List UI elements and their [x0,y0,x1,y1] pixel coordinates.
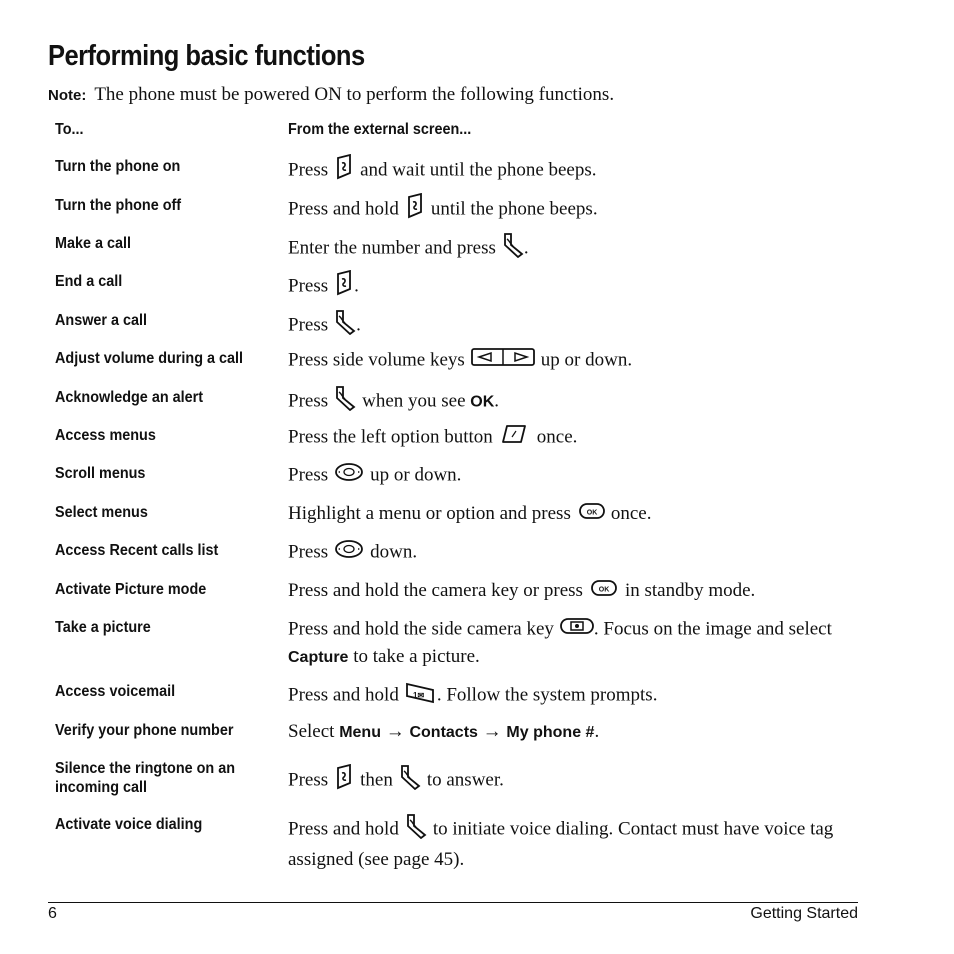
note-text: The phone must be powered ON to perform the following functions. [94,84,615,105]
row-action: Press and hold the camera key or press OK in standby mode. [288,578,863,605]
row-action: Press up or down. [288,462,863,490]
row-action: Press the left option button once. [288,424,863,452]
footer-divider [48,902,858,903]
end-key-icon [334,764,354,798]
row-action: Press . [288,270,863,304]
row-label: Activate voice dialing [55,816,203,833]
navigation-key-icon [334,462,364,490]
page-title: Performing basic functions [48,40,365,72]
row-label: Take a picture [55,619,151,636]
row-label: Verify your phone number [55,722,234,739]
voicemail-key-icon [405,680,437,712]
row-label: Access Recent calls list [55,542,219,559]
row-label: End a call [55,273,123,290]
row-label: Access menus [55,427,156,444]
column-header-to: To... [55,121,84,138]
row-label: Select menus [55,504,148,521]
row-label: Turn the phone on [55,158,181,175]
svg-text:OK: OK [598,586,610,594]
row-label: Silence the ringtone on an incoming call [55,760,236,796]
row-action: Press and hold 1✉ . Follow the system prompts. [288,680,863,712]
ok-key-icon [579,502,605,528]
ok-key-icon [591,579,617,605]
end-key-icon [334,154,354,188]
volume-keys-icon [471,347,535,375]
navigation-key-icon [334,539,364,567]
row-action: Press then to answer. [288,764,863,798]
end-key-icon [334,270,354,304]
row-action: Press and wait until the phone beeps. [288,154,863,188]
row-label: Acknowledge an alert [55,389,204,406]
row-label: Turn the phone off [55,197,182,214]
row-action: Press and hold to initiate voice dialing. Contact must have voice tag assigned (see page 45). [288,813,863,873]
row-action: Press side volume keys up or down. [288,347,863,375]
row-label: Scroll menus [55,465,146,482]
send-key-icon [405,813,427,847]
svg-text:OK: OK [586,509,598,517]
column-header-from: From the external screen... [288,121,472,138]
row-action: Press when you see OK. [288,385,863,419]
note [48,84,614,106]
row-label: Make a call [55,235,132,252]
page-number: 6 [48,905,57,922]
send-key-icon [334,385,356,419]
row-action: Select Menu → Contacts → My phone #. [288,721,600,742]
row-action: Press down. [288,539,863,567]
row-label: Adjust volume during a call [55,350,244,367]
row-action: Press and hold the side camera key . Focus on the image and select Capture to take a picture. [288,616,863,671]
camera-key-icon [560,616,594,644]
note-label: Note: [48,87,87,104]
send-key-icon [399,764,421,798]
row-action: Highlight a menu or option and press OK once. [288,501,863,528]
row-label: Answer a call [55,312,148,329]
send-key-icon [502,232,524,266]
section-name: Getting Started [750,905,858,922]
row-label: Access voicemail [55,683,176,700]
send-key-icon [334,309,356,343]
end-key-icon [405,193,425,227]
row-action: Press and hold until the phone beeps. [288,193,863,227]
row-action: Enter the number and press . [288,232,863,266]
option-button-icon [501,424,527,452]
row-action: Press . [288,309,863,343]
svg-text:1✉: 1✉ [412,691,424,700]
row-label: Activate Picture mode [55,581,207,598]
